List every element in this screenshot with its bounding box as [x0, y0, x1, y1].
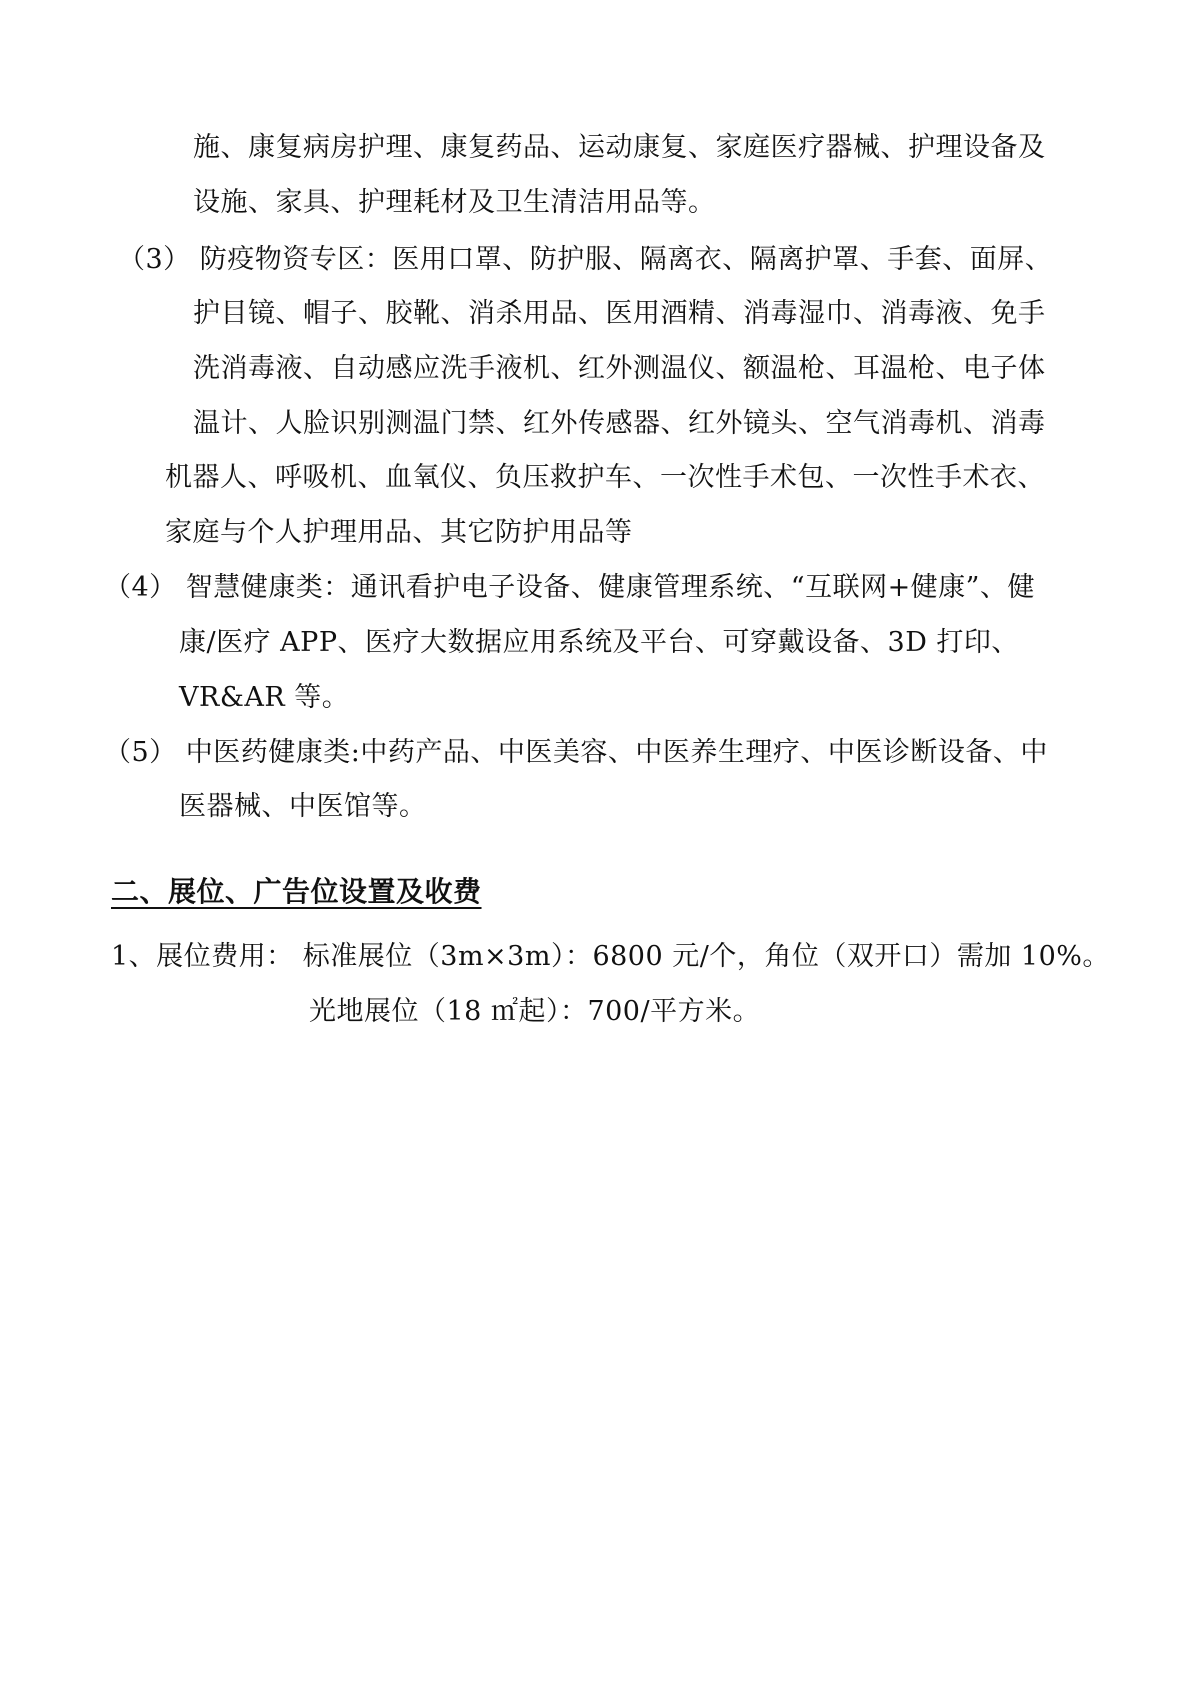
- continuation-line-2: 设施、家具、护理耗材及卫生清洁用品等。: [193, 187, 716, 218]
- item4-line-3: VR&AR 等。: [179, 682, 350, 713]
- item4-line-2: 康/医疗 APP、医疗大数据应用系统及平台、可穿戴设备、3D 打印、: [179, 627, 1019, 658]
- item3-line-4: 温计、人脸识别测温门禁、红外传感器、红外镜头、空气消毒机、消毒: [193, 408, 1046, 439]
- item5-line-2: 医器械、中医馆等。: [179, 791, 427, 822]
- fees-line-2: 光地展位（18 ㎡起）：700/平方米。: [309, 996, 761, 1027]
- section-2-heading: 二、展位、广告位设置及收费: [111, 875, 482, 908]
- item5-line-1: （5） 中医药健康类:中药产品、中医美容、中医养生理疗、中医诊断设备、中: [104, 737, 1048, 768]
- continuation-line-1: 施、康复病房护理、康复药品、运动康复、家庭医疗器械、护理设备及: [193, 132, 1046, 163]
- item3-line-1: （3） 防疫物资专区：医用口罩、防护服、隔离衣、隔离护罩、手套、面屏、: [118, 244, 1053, 275]
- item3-line-5: 机器人、呼吸机、血氧仪、负压救护车、一次性手术包、一次性手术衣、: [165, 462, 1045, 493]
- item4-line-1: （4） 智慧健康类：通讯看护电子设备、健康管理系统、“互联网+健康”、健: [104, 572, 1035, 603]
- item3-line-6: 家庭与个人护理用品、其它防护用品等: [165, 517, 633, 548]
- item3-line-3: 洗消毒液、自动感应洗手液机、红外测温仪、额温枪、耳温枪、电子体: [193, 353, 1046, 384]
- fees-line-1: 1、展位费用： 标准展位（3m×3m）：6800 元/个，角位（双开口）需加 10%。: [111, 941, 1110, 972]
- item3-line-2: 护目镜、帽子、胶靴、消杀用品、医用酒精、消毒湿巾、消毒液、免手: [193, 298, 1046, 329]
